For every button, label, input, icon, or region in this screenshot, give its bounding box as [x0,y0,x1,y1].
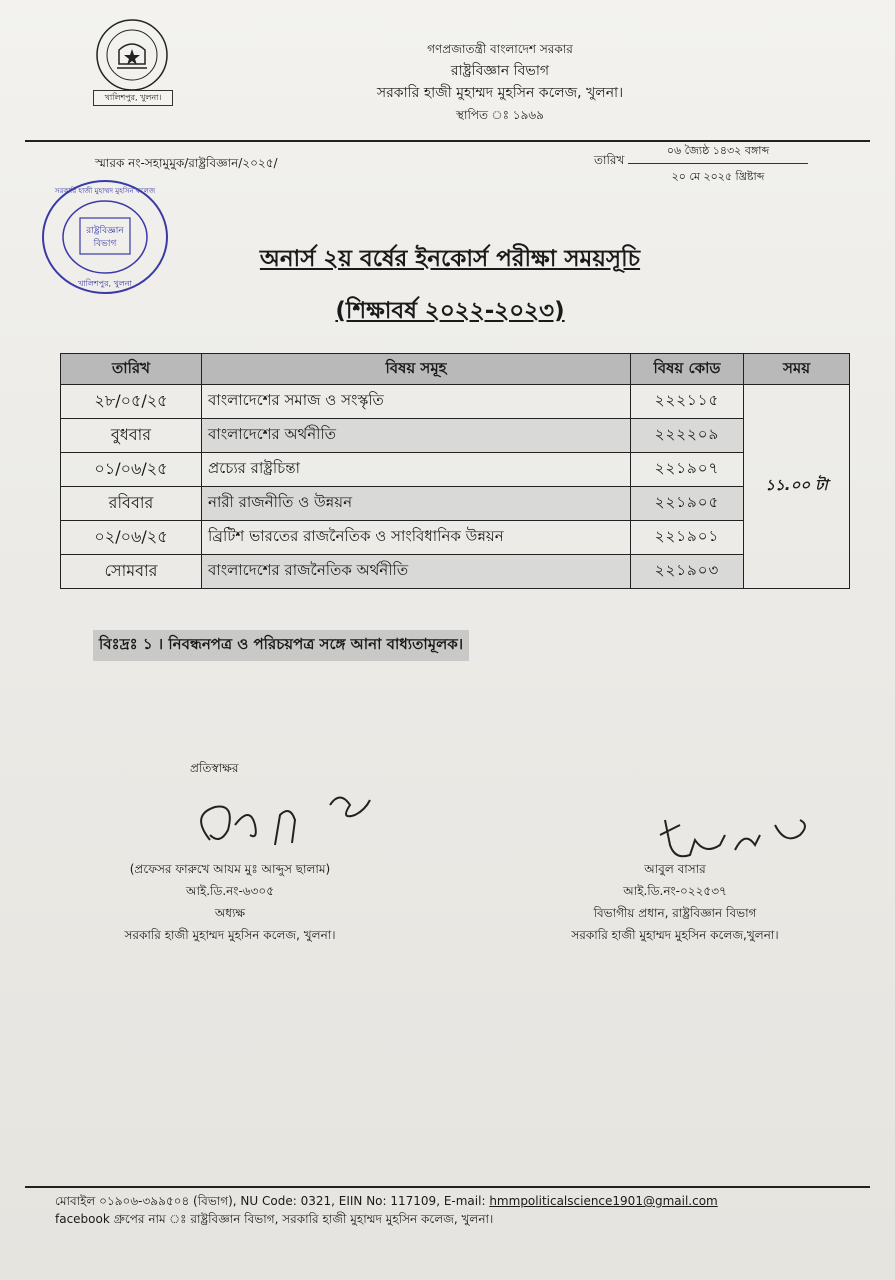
exam-day: সোমবার [61,555,202,589]
exam-date: ২৮/০৫/২৫ [61,385,202,419]
header-time: সময় [744,354,850,385]
subject-code: ২২১৯০৩ [631,555,744,589]
facebook-group: facebook গ্রুপের নাম ঃ রাষ্ট্রবিজ্ঞান বিভাগ, সরকারি হাজী মুহাম্মদ মুহসিন কলেজ, খুলনা। [55,1212,494,1226]
subject-name: ব্রিটিশ ভারতের রাজনৈতিক ও সাংবিধানিক উন্নয়ন [202,521,631,555]
table-header-row [61,354,850,385]
exam-day: বুধবার [61,419,202,453]
subject-code: ২২১৯০৫ [631,487,744,521]
head-designation: বিভাগীয় প্রধান, রাষ্ট্রবিজ্ঞান বিভাগ [593,906,757,920]
exam-date: ০২/০৬/২৫ [61,521,202,555]
exam-day: রবিবার [61,487,202,521]
table-row [61,385,850,419]
letterhead [250,38,750,126]
countersign-label: প্রতিস্বাক্ষর [190,761,239,775]
footer-contact-line [55,1192,855,1210]
svg-text:সরকারি হাজী মুহাম্মদ মুহসিন কল: সরকারি হাজী মুহাম্মদ মুহসিন কলেজ [54,187,156,195]
head-signature-block [520,858,830,946]
header-subjects: বিষয় সমূহ [202,354,631,385]
subject-name: বাংলাদেশের অর্থনীতি [202,419,631,453]
svg-text:রাষ্ট্রবিজ্ঞান: রাষ্ট্রবিজ্ঞান [86,226,124,236]
head-name: আবুল বাসার [644,862,706,876]
established-year: স্থাপিত ঃ ১৯৬৯ [456,108,544,122]
subject-name: নারী রাজনীতি ও উন্নয়ন [202,487,631,521]
college-logo [95,18,169,104]
subject-name: বাংলাদেশের সমাজ ও সংস্কৃতি [202,385,631,419]
memo-date [628,140,808,187]
svg-text:বিভাগ: বিভাগ [93,239,117,249]
subject-code: ২২১৯০৭ [631,453,744,487]
footer-contact [55,1192,855,1228]
principal-name: (প্রফেসর ফারুখে আযম মুঃ আব্দুস ছালাম) [129,862,331,876]
memo-reference: স্মারক নং-সহামুমুক/রাষ্ট্রবিজ্ঞান/২০২৫/ [95,156,278,170]
subject-name: প্রচ্যের রাষ্ট্রচিন্তা [202,453,631,487]
email-link[interactable]: hmmpoliticalscience1901@gmail.com [489,1194,718,1208]
department-name: রাষ্ট্রবিজ্ঞান বিভাগ [450,63,550,79]
date-label: তারিখ [594,153,625,167]
principal-designation: অধ্যক্ষ [214,906,246,920]
principal-signature-block [60,858,400,946]
table-row [61,419,850,453]
exam-date: ০১/০৬/২৫ [61,453,202,487]
schedule-title: অনার্স ২য় বর্ষের ইনকোর্স পরীক্ষা সময়সূচি [259,246,641,272]
table-row [61,521,850,555]
svg-text:খালিশপুর, খুলনা: খালিশপুর, খুলনা [78,279,132,288]
table-row [61,453,850,487]
date-english: ২০ মে ২০২৫ খ্রিষ্টাব্দ [671,170,765,183]
header-date: তারিখ [61,354,202,385]
government-name: গণপ্রজাতন্ত্রী বাংলাদেশ সরকার [427,42,573,56]
subject-code: ২২২২০৯ [631,419,744,453]
department-seal-icon [40,178,170,296]
subject-code: ২২২১১৫ [631,385,744,419]
table-row [61,487,850,521]
table-row [61,555,850,589]
head-id: আই.ডি.নং-০২২৫৩৭ [623,884,727,898]
head-institution: সরকারি হাজী মুহাম্মদ মুহসিন কলেজ,খুলনা। [571,928,779,942]
principal-institution: সরকারি হাজী মুহাম্মদ মুহসিন কলেজ, খুলনা। [124,928,336,942]
subject-name: বাংলাদেশের রাজনৈতিক অর্থনীতি [202,555,631,589]
academic-session: (শিক্ষাবর্ষ ২০২২-২০২৩) [335,298,565,324]
college-name: সরকারি হাজী মুহাম্মদ মুহসিন কলেজ, খুলনা। [376,85,624,101]
principal-id: আই.ডি.নং-৬৩০৫ [186,884,274,898]
principal-signature-icon [180,785,380,855]
college-emblem-icon [95,18,169,92]
date-bangla: ০৬ জ্যৈষ্ঠ ১৪৩২ বঙ্গাব্দ [628,140,808,164]
footer-divider [25,1186,870,1188]
exam-schedule-table [60,353,850,589]
header-code: বিষয় কোড [631,354,744,385]
contact-info: মোবাইল ০১৯০৬-৩৯৯৫০৪ (বিভাগ), NU Code: 0321, EIIN No: 117109, E-mail: [55,1194,486,1208]
exam-time: ১১.০০ টা [744,385,850,589]
logo-caption: খালিশপুর, খুলনা। [93,90,173,106]
important-note: বিঃদ্রঃ ১ । নিবন্ধনপত্র ও পরিচয়পত্র সঙ্গে আনা বাধ্যতামূলক। [93,630,469,661]
subject-code: ২২১৯০১ [631,521,744,555]
